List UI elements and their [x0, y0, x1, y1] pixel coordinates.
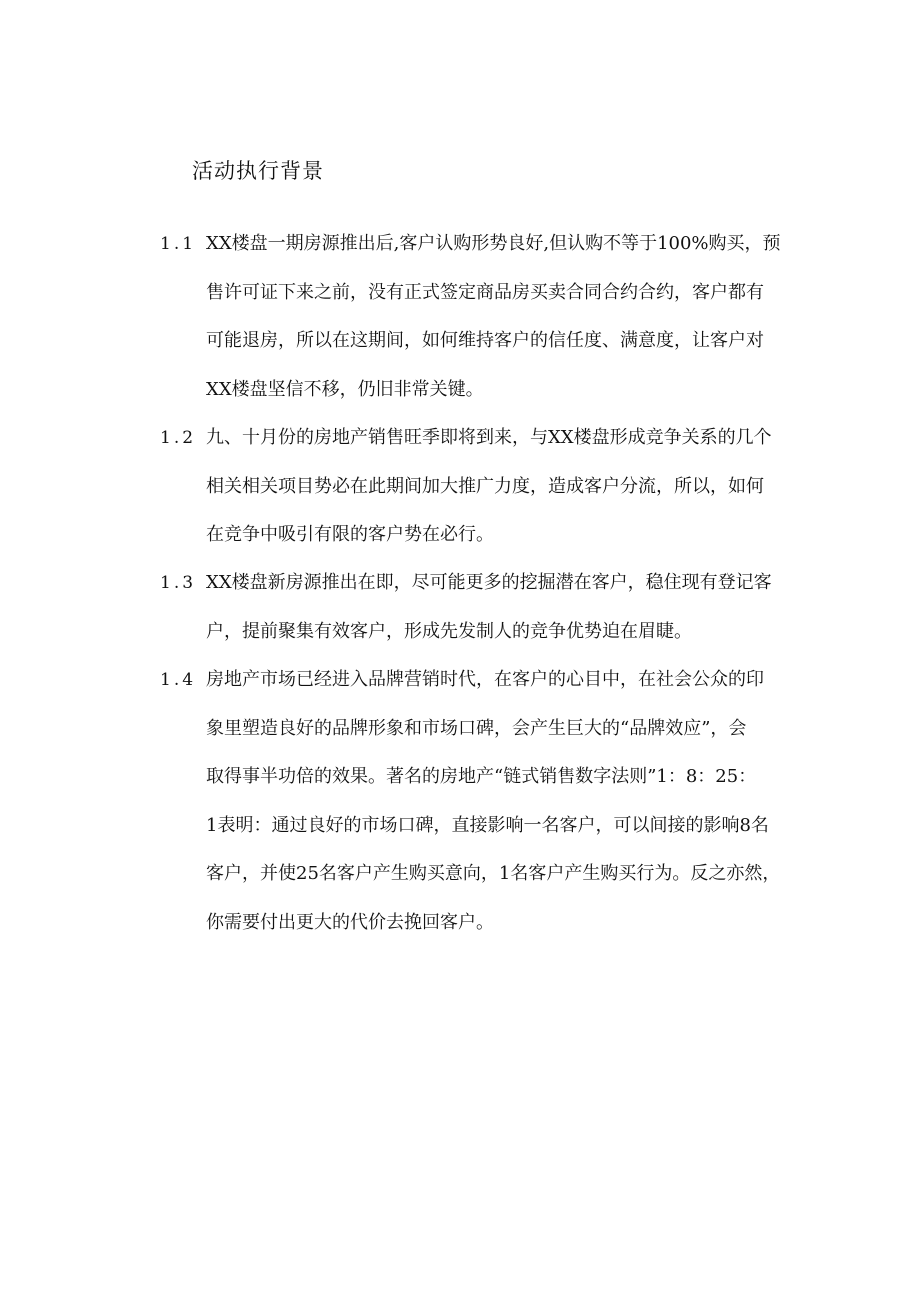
section-title: 活动执行背景: [192, 159, 324, 183]
text-line: 房地产市场已经进入品牌营销时代，在客户的心目中，在社会公众的印: [206, 669, 764, 690]
item-text: [206, 665, 846, 956]
text-line: XX楼盘坚信不移，仍旧非常关键。: [206, 378, 484, 400]
item-text: [206, 423, 846, 569]
text-line: 相关相关项目势必在此期间加大推广力度，造成客户分流，所以，如何: [206, 475, 764, 497]
text-line: 可能退房，所以在这期间，如何维持客户的信任度、满意度，让客户对: [206, 330, 764, 351]
text-line: XX楼盘一期房源推出后,客户认购形势良好,但认购不等于100%购买，预: [206, 233, 781, 254]
text-line: 户，提前聚集有效客户，形成先发制人的竞争优势迫在眉睫。: [206, 620, 692, 642]
text-line: 售许可证下来之前，没有正式签定商品房买卖合同合约合约，客户都有: [206, 281, 764, 303]
item-text: [206, 229, 846, 423]
text-line: 九、十月份的房地产销售旺季即将到来，与XX楼盘形成竞争关系的几个: [206, 427, 772, 448]
item-number: 1.1: [160, 234, 197, 254]
text-line: 取得事半功倍的效果。著名的房地产“链式销售数字法则”1：8：25：: [206, 766, 757, 787]
item-text: [206, 568, 846, 665]
item-number: 1.4: [160, 670, 197, 690]
item-number: 1.3: [160, 573, 197, 593]
text-line: 1表明：通过良好的市场口碑，直接影响一名客户，可以间接的影响8名: [206, 814, 769, 836]
text-line: 你需要付出更大的代价去挽回客户。: [206, 911, 494, 933]
item-number: 1.2: [160, 428, 197, 448]
text-line: 在竞争中吸引有限的客户势在必行。: [206, 524, 494, 545]
text-line: 象里塑造良好的品牌形象和市场口碑，会产生巨大的“品牌效应”，会: [206, 717, 747, 739]
text-line: 客户，并使25名客户产生购买意向，1名客户产生购买行为。反之亦然，: [206, 863, 781, 884]
text-line: XX楼盘新房源推出在即，尽可能更多的挖掘潜在客户，稳住现有登记客: [206, 572, 772, 593]
